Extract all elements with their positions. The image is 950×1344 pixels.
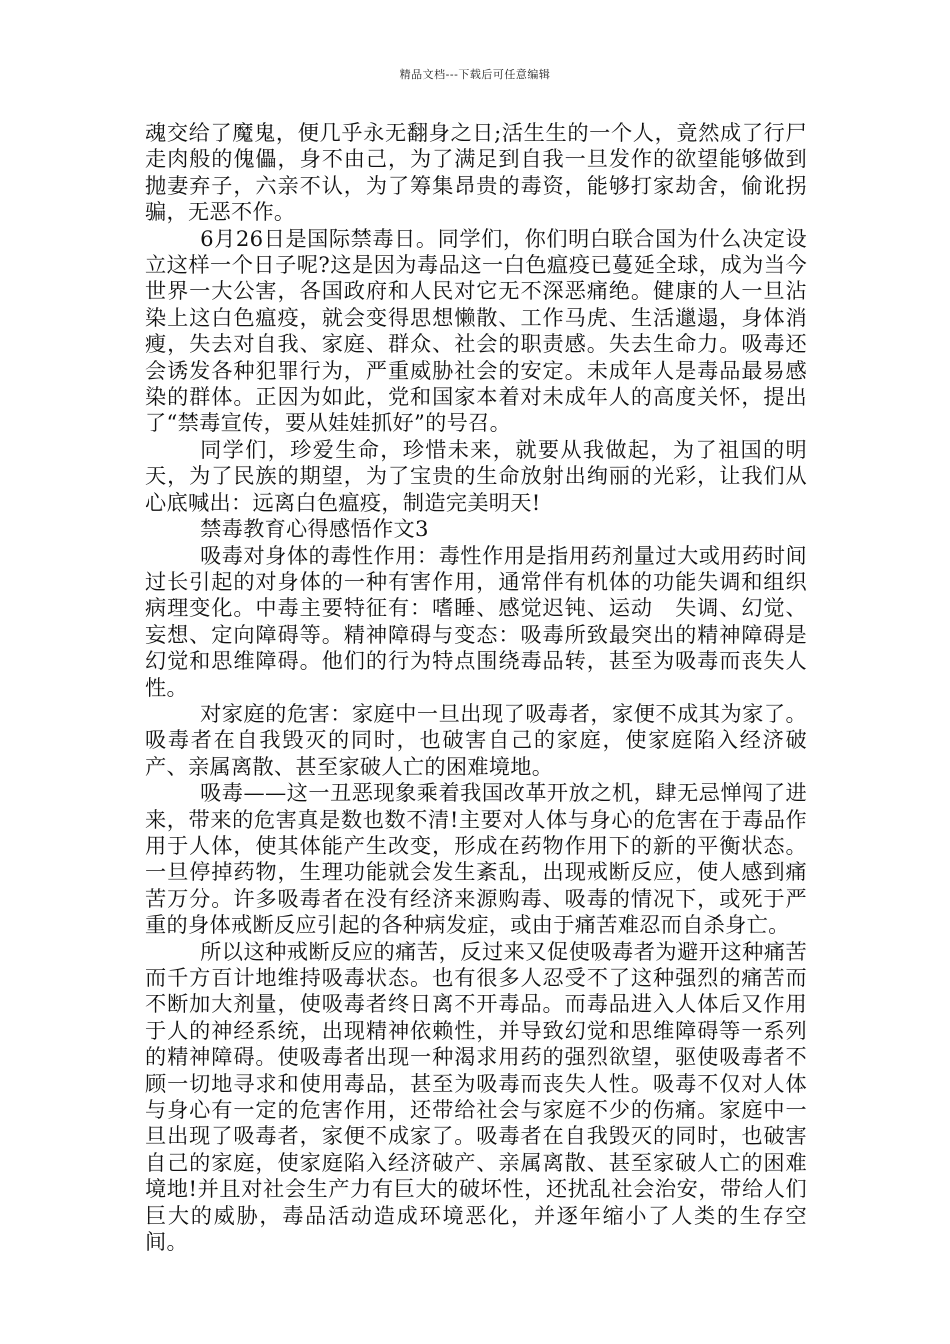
page-header: 精品文档---下载后可任意编辑 <box>399 68 551 81</box>
section-title: 禁毒教育心得感悟作文3 <box>200 516 429 542</box>
paragraph-drug-day: 6月26日是国际禁毒日。同学们，你们明白联合国为什么决定设立这样一个日子呢?这是因为毒品这一白色瘟疫已蔓延全球，成为当今世界一大公害，各国政府和人民对它无不深恶痛绝。健康的人一旦沾染上这白色瘟疫，就会变得思想懒散、工作马虎、生活邋遢，身体消瘦，失去对自我、家庭、群众、社会的职责感。失去生命力。吸毒还会诱发各种犯罪行为，严重威胁社会的安定。未成年人是毒品最易感染的群体。正因为如此，党和国家本着对未成年人的高度关怀，提出了“禁毒宣传，要从娃娃抓好”的号召。 <box>145 225 807 436</box>
paragraph-continuation: 魂交给了魔鬼，便几乎永无翻身之日;活生生的一个人，竟然成了行尸走肉般的傀儡，身不由己，为了满足到自我一旦发作的欲望能够做到抛妻弃子，六亲不认，为了筹集昂贵的毒资，能够打家劫舍，偷讹拐骗，无恶不作。 <box>145 120 807 225</box>
paragraph-withdrawal: 所以这种戒断反应的痛苦，反过来又促使吸毒者为避开这种痛苦而千方百计地维持吸毒状态。也有很多人忍受不了这种强烈的痛苦而不断加大剂量，使吸毒者终日离不开毒品。而毒品进入人体后又作用于人的神经系统，出现精神依赖性，并导致幻觉和思维障碍等一系列的精神障碍。使吸毒者出现一种渴求用药的强烈欲望，驱使吸毒者不顾一切地寻求和使用毒品，甚至为吸毒而丧失人性。吸毒不仅对人体与身心有一定的危害作用，还带给社会与家庭不少的伤痛。家庭中一旦出现了吸毒者，家便不成家了。吸毒者在自我毁灭的同时，也破害自己的家庭，使家庭陷入经济破产、亲属离散、甚至家破人亡的困难境地!并且对社会生产力有巨大的破坏性，还扰乱社会治安，带给人们巨大的威胁，毒品活动造成环境恶化，并逐年缩小了人类的生存空间。 <box>145 938 807 1255</box>
document-body <box>145 120 807 1255</box>
paragraph-cherish-life: 同学们，珍爱生命，珍惜未来，就要从我做起，为了祖国的明天，为了民族的期望，为了宝贵的生命放射出绚丽的光彩，让我们从心底喊出：远离白色瘟疫，制造完美明天! <box>145 436 807 515</box>
paragraph-drug-harm: 吸毒——这一丑恶现象乘着我国改革开放之机，肆无忌惮闯了进来，带来的危害真是数也数不清!主要对人体与身心的危害在于毒品作用于人体，使其体能产生改变，形成在药物作用下的新的平衡状态。一旦停掉药物，生理功能就会发生紊乱，出现戒断反应，使人感到痛苦万分。许多吸毒者在没有经济来源购毒、吸毒的情况下，或死于严重的身体戒断反应引起的各种病发症，或由于痛苦难忍而自杀身亡。 <box>145 780 807 938</box>
paragraph-toxic-effects: 吸毒对身体的毒性作用：毒性作用是指用药剂量过大或用药时间过长引起的对身体的一种有害作用，通常伴有机体的功能失调和组织病理变化。中毒主要特征有：嗜睡、感觉迟钝、运动 失调、幻觉、妄想、定向障碍等。精神障碍与变态：吸毒所致最突出的精神障碍是幻觉和思维障碍。他们的行为特点围绕毒品转，甚至为吸毒而丧失人性。 <box>145 542 807 700</box>
paragraph-family-harm: 对家庭的危害：家庭中一旦出现了吸毒者，家便不成其为家了。吸毒者在自我毁灭的同时，也破害自己的家庭，使家庭陷入经济破产、亲属离散、甚至家破人亡的困难境地。 <box>145 700 807 779</box>
